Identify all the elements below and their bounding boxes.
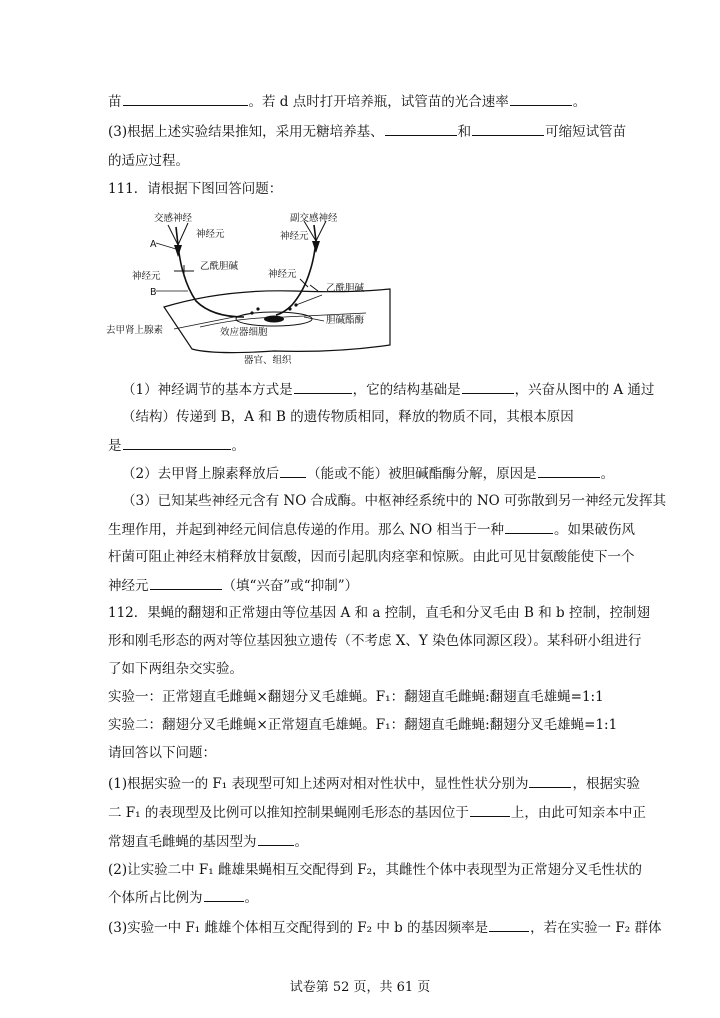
- label-norepinephrine: 去甲肾上腺素: [106, 325, 164, 336]
- text-line: [108, 832, 308, 851]
- text-segment: （结构）传递到 B，A 和 B 的遗传物质相同，释放的物质不同，其根本原因: [122, 409, 574, 425]
- text-line: [108, 803, 646, 822]
- text-segment: (2)让实验二中 F₁ 雌雄果蝇相互交配得到 F₂，其雌性个体中表现型为正常翅分叉毛性状的: [108, 862, 643, 878]
- text-line: [108, 520, 635, 539]
- text-segment: 112．果蝇的翻翅和正常翅由等位基因 A 和 a 控制，直毛和分叉毛由 B 和 b 控制，控制翅: [108, 605, 650, 621]
- answer-blank[interactable]: [470, 803, 510, 817]
- question-title: [108, 604, 650, 622]
- text-segment: （填“兴奋”或“抑制”）: [222, 578, 359, 594]
- text-segment: 个体所占比例为: [108, 890, 203, 906]
- text-segment: 了如下两组杂交实验。: [108, 661, 243, 677]
- answer-blank[interactable]: [510, 92, 572, 106]
- text-segment: 可缩短试管苗: [545, 124, 627, 140]
- text-line: [122, 464, 614, 483]
- parasympathetic-soma: [312, 241, 320, 253]
- text-segment: 111．请根据下图回答问题：: [108, 181, 283, 197]
- transmitter-dot: [288, 307, 291, 310]
- answer-blank[interactable]: [462, 380, 514, 394]
- text-segment: 。: [244, 890, 258, 906]
- label-neuron: 神经元: [196, 229, 225, 240]
- text-segment: 实验一：正常翅直毛雌蝇×翻翅分叉毛雄蝇。F₁：翻翅直毛雌蝇:翻翅直毛雄蝇=1:1: [108, 689, 604, 705]
- label-b: B: [150, 287, 157, 298]
- text-segment: 请回答以下问题：: [108, 745, 216, 761]
- synapse-mark: [174, 265, 194, 277]
- text-line: [108, 632, 641, 650]
- sympathetic-soma: [174, 245, 182, 257]
- text-line: [108, 861, 642, 879]
- text-segment: 常翅直毛雌蝇的基因型为: [108, 834, 257, 850]
- text-line: [108, 152, 189, 170]
- label-neuron: 神经元: [132, 271, 161, 282]
- answer-blank[interactable]: [204, 888, 244, 902]
- label-ach: 乙酰胆碱: [200, 261, 239, 272]
- label-ach: 乙酰胆碱: [326, 283, 365, 294]
- text-segment: 神经元: [108, 578, 149, 594]
- label-a: A: [150, 239, 157, 250]
- text-segment: 形和刚毛形态的两对等位基因独立遗传（不考虑 X、Y 染色体同源区段）。某科研小组进行: [108, 633, 642, 649]
- experiment-line: [108, 716, 617, 734]
- text-segment: 。: [600, 466, 615, 482]
- transmitter-dot: [256, 307, 259, 310]
- text-segment: ，它的结构基础是: [352, 382, 461, 398]
- text-line: [108, 918, 661, 937]
- text-line: [108, 744, 216, 762]
- answer-blank[interactable]: [150, 576, 222, 590]
- text-line: [122, 408, 574, 426]
- text-segment: （2）去甲肾上腺素释放后: [122, 466, 280, 482]
- answer-blank[interactable]: [529, 774, 571, 788]
- leader-line: [156, 243, 176, 249]
- text-segment: 上，由此可知亲本中正: [510, 805, 646, 821]
- answer-blank[interactable]: [385, 122, 457, 136]
- text-line: [108, 548, 635, 566]
- answer-blank[interactable]: [123, 92, 248, 106]
- answer-blank[interactable]: [294, 380, 352, 394]
- text-segment: 杆菌可阻止神经末梢释放甘氨酸，因而引起肌肉痉挛和惊厥。由此可见甘氨酸能使下一个: [108, 549, 635, 565]
- text-segment: 。如果破伤风: [553, 522, 635, 538]
- text-segment: ，兴奋从图中的 A 通过: [514, 382, 655, 398]
- text-segment: ，若在实验一 F₂ 群体: [530, 920, 662, 936]
- text-line: [122, 380, 654, 399]
- text-line: [108, 660, 243, 678]
- text-segment: 。: [572, 94, 587, 110]
- answer-blank[interactable]: [538, 464, 600, 478]
- text-segment: 的适应过程。: [108, 153, 189, 169]
- experiment-line: [108, 688, 604, 706]
- text-segment: (1)根据实验一的 F₁ 表现型可知上述两对相对性状中，显性性状分别为: [108, 776, 529, 792]
- leader-line: [304, 317, 324, 321]
- effector-nucleus: [264, 316, 284, 323]
- text-line: [122, 492, 666, 510]
- text-line: [108, 576, 358, 595]
- label-sympathetic: 交感神经: [154, 213, 193, 224]
- text-line: [108, 92, 586, 111]
- text-line: [108, 774, 640, 793]
- text-segment: ，根据实验: [572, 776, 640, 792]
- label-effector: 效应器细胞: [220, 327, 268, 338]
- text-line: [108, 436, 245, 455]
- label-neuron: 神经元: [280, 231, 309, 242]
- text-segment: 实验二：翻翅分叉毛雌蝇×正常翅直毛雄蝇。F₁：翻翅直毛雌蝇:翻翅分叉毛雄蝇=1:1: [108, 717, 618, 733]
- leader-line: [296, 295, 322, 305]
- sympathetic-fiber: [176, 227, 244, 317]
- text-segment: (3)实验一中 F₁ 雌雄个体相互交配得到的 F₂ 中 b 的基因频率是: [108, 920, 489, 936]
- question-title: [108, 180, 282, 198]
- text-segment: 。: [294, 834, 308, 850]
- text-segment: 。若 d 点时打开培养瓶，试管苗的光合速率: [248, 94, 509, 110]
- label-organ: 器官、组织: [244, 355, 292, 366]
- answer-blank[interactable]: [489, 918, 529, 932]
- answer-blank[interactable]: [258, 832, 294, 846]
- text-segment: 和: [457, 124, 472, 140]
- text-segment: 是: [108, 438, 122, 454]
- text-segment: 。: [231, 438, 245, 454]
- text-segment: （3）已知某些神经元含有 NO 合成酶。中枢神经系统中的 NO 可弥散到另一神经元发挥其: [122, 493, 667, 509]
- autonomic-nerve-diagram: [104, 205, 394, 373]
- label-cholinesterase: 胆碱酯酶: [326, 315, 365, 326]
- label-parasympathetic: 副交感神经: [290, 213, 338, 224]
- text-segment: （能或不能）被胆碱酯酶分解，原因是: [307, 466, 537, 482]
- answer-blank[interactable]: [123, 436, 231, 450]
- text-line: [108, 122, 626, 141]
- answer-blank[interactable]: [280, 464, 306, 478]
- text-segment: 二 F₁ 的表现型及比例可以推知控制果蝇刚毛形态的基因位于: [108, 805, 469, 821]
- page-footer: 试卷第 52 页，共 61 页: [289, 980, 431, 995]
- text-segment: 生理作用，并起到神经元间信息传递的作用。那么 NO 相当于一种: [108, 522, 504, 538]
- text-line: [108, 888, 258, 907]
- text-segment: 苗: [108, 94, 122, 110]
- answer-blank[interactable]: [505, 520, 553, 534]
- label-neuron: 神经元: [268, 269, 297, 280]
- text-segment: （1）神经调节的基本方式是: [122, 382, 293, 398]
- text-segment: (3)根据上述实验结果推知，采用无糖培养基、: [108, 124, 384, 140]
- answer-blank[interactable]: [472, 122, 544, 136]
